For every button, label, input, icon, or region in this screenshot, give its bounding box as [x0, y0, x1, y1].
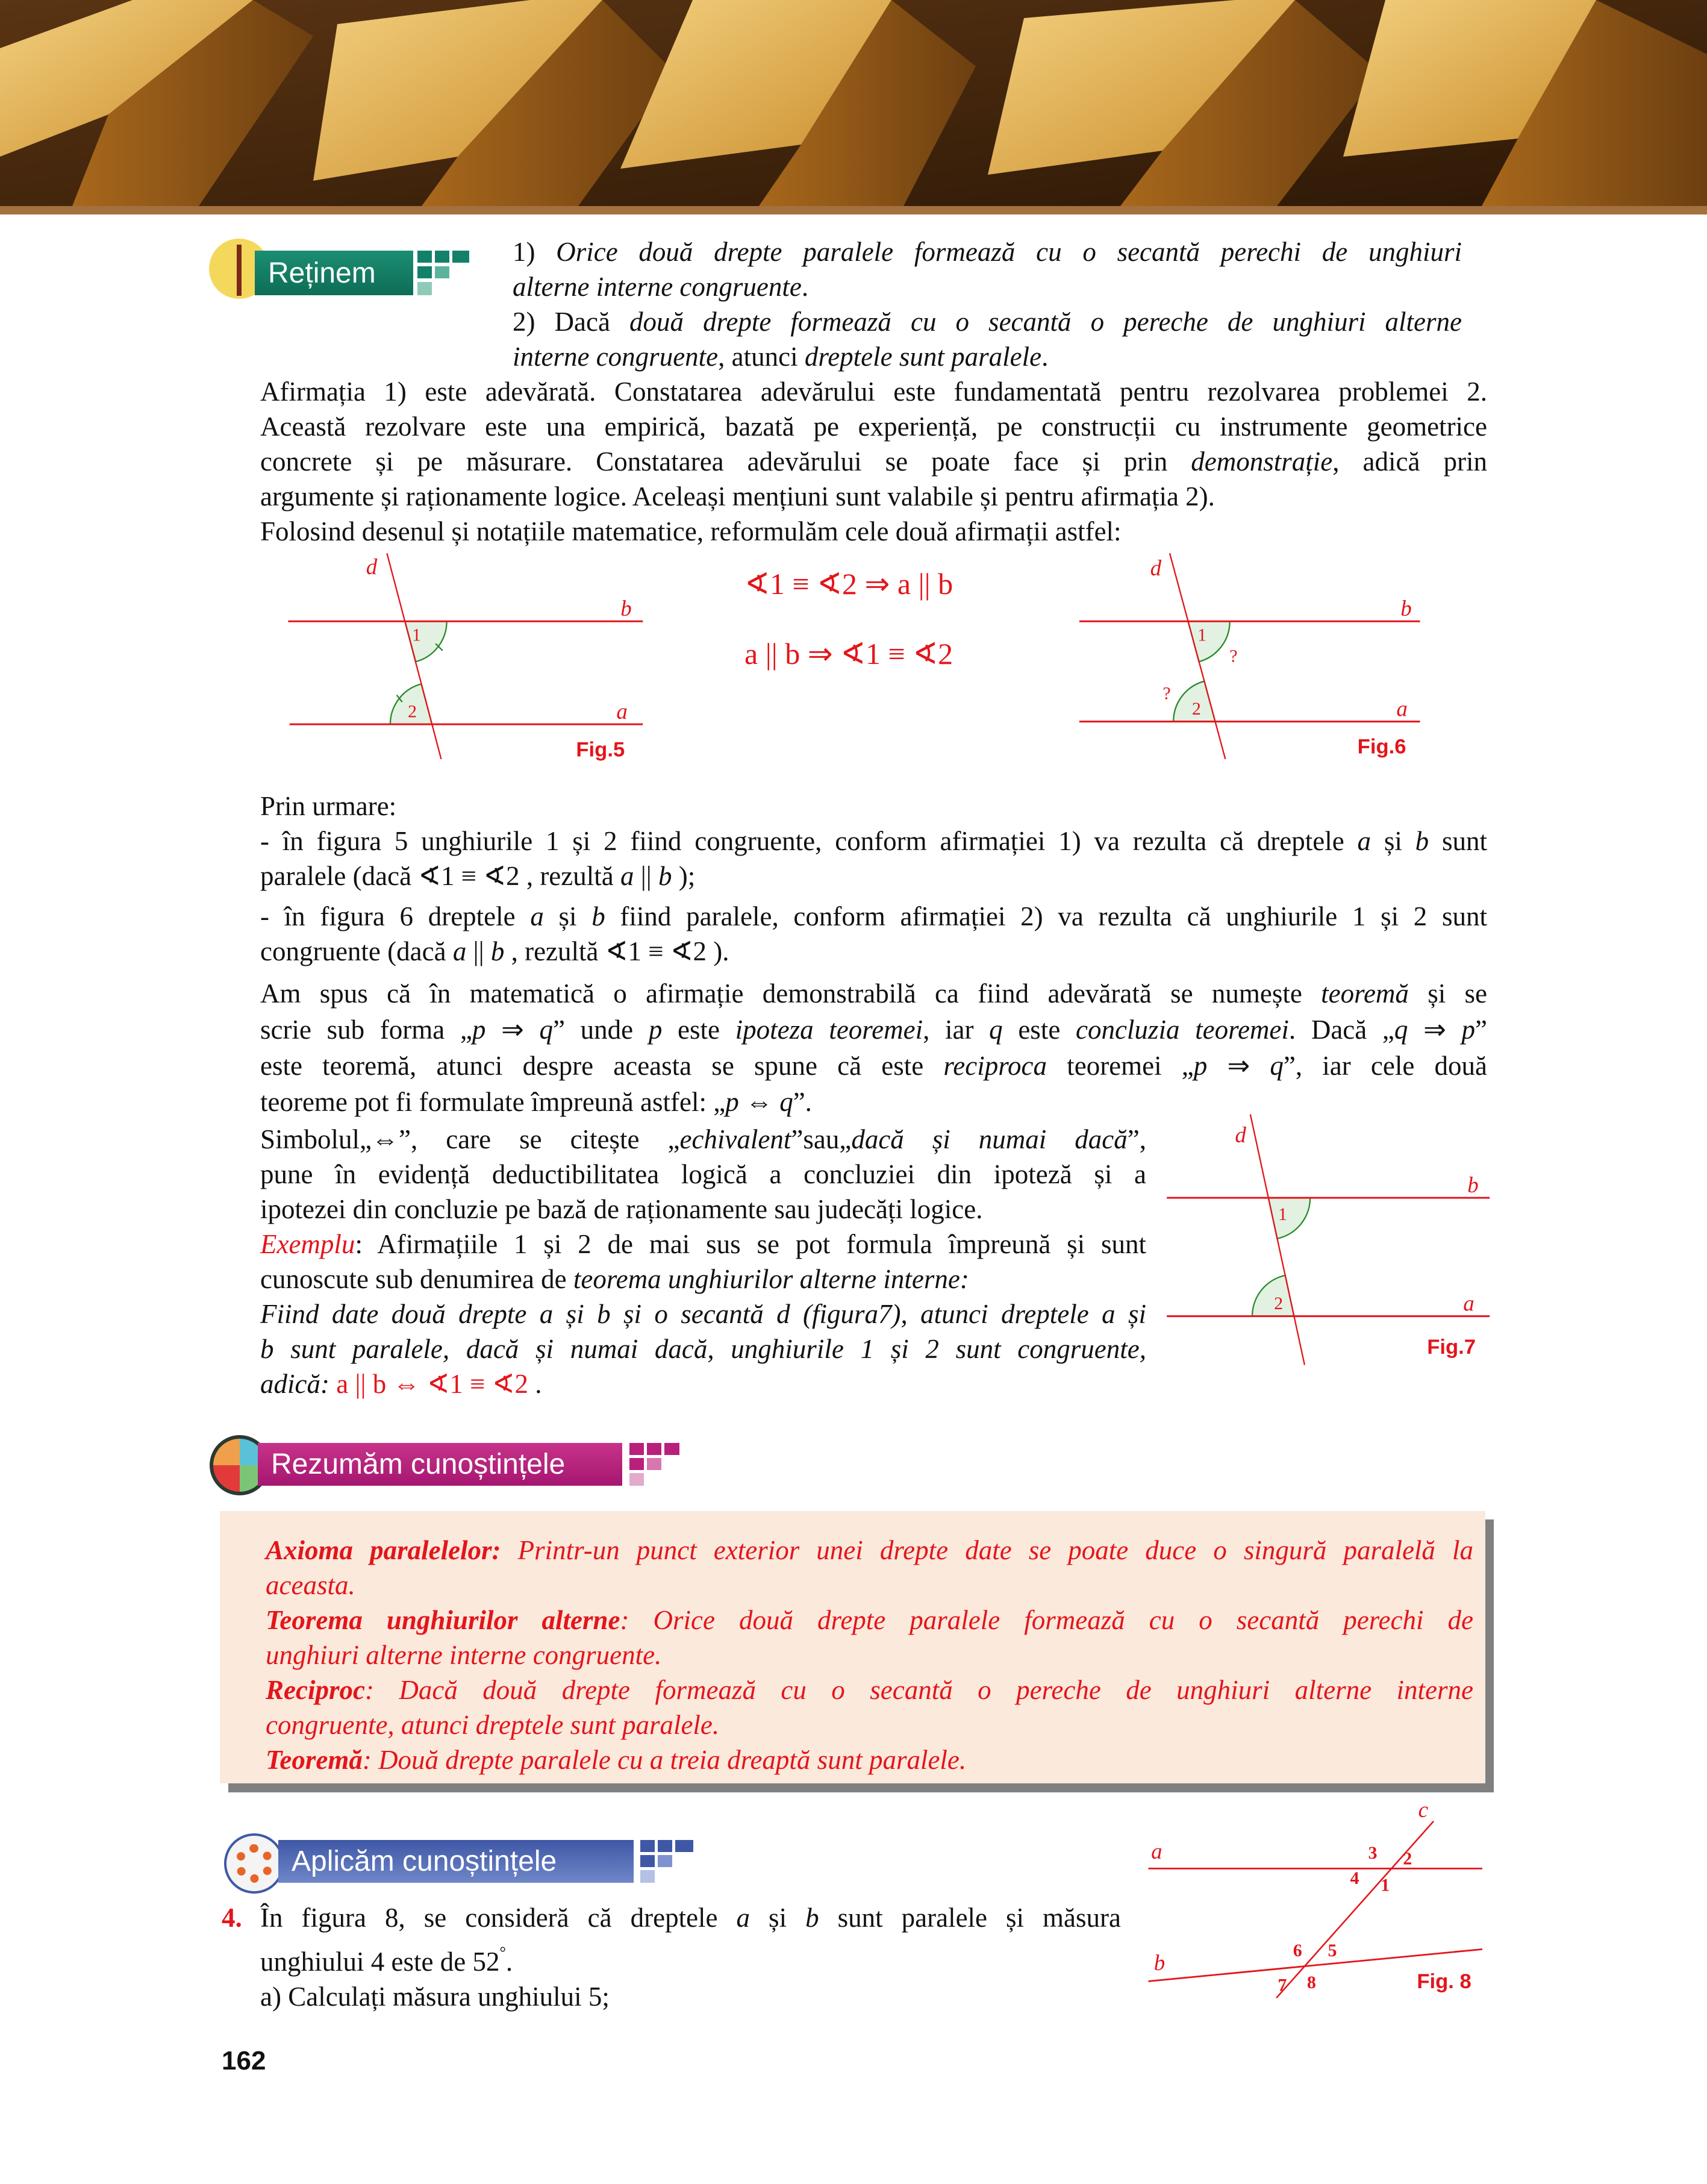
text-segment: b [591, 901, 605, 931]
svg-text:a: a [1463, 1291, 1475, 1316]
text-line [260, 374, 1487, 409]
text-line [266, 1707, 1473, 1742]
text-segment: cunoscute sub denumirea de [260, 1264, 573, 1294]
text-line [260, 975, 1487, 1012]
text-segment: 1) [513, 237, 557, 267]
text-segment: b [658, 861, 672, 891]
text-segment: ⇒ [485, 1015, 540, 1045]
figure-8 [1141, 1796, 1496, 2005]
text-segment: q [539, 1015, 553, 1045]
text-line [260, 1048, 1487, 1084]
text-segment: Exemplu [260, 1229, 355, 1259]
text-segment: dreptele sunt paralele [804, 342, 1042, 372]
text-segment: dacă și numai dacă [851, 1124, 1128, 1154]
text-segment: Teoremă [266, 1745, 363, 1775]
text-segment: a [1357, 826, 1372, 856]
text-segment: interne congruente [513, 342, 719, 372]
text-segment: , iar [923, 1015, 990, 1045]
paragraph [260, 975, 1487, 1120]
text-line [260, 479, 1487, 514]
text-line [266, 1533, 1473, 1568]
text-segment: teorema unghiurilor alterne interne: [573, 1264, 969, 1294]
svg-text:d: d [366, 554, 378, 579]
svg-text:7: 7 [1278, 1975, 1287, 1995]
text-segment: adică: [260, 1369, 337, 1399]
text-segment: || [634, 861, 659, 891]
text-line [266, 1603, 1473, 1638]
text-segment: - în figura 6 dreptele [260, 901, 531, 931]
text-segment: b [1415, 826, 1429, 856]
text-segment: . Dacă „ [1288, 1015, 1394, 1045]
text-segment: și [750, 1903, 806, 1933]
svg-text:1: 1 [1381, 1875, 1390, 1895]
text-segment: Orice două drepte paralele formează cu o secantă perechi de unghiuri [556, 237, 1462, 267]
text-segment: ° [499, 1944, 506, 1961]
text-segment: este [662, 1015, 735, 1045]
text-line [266, 1742, 1473, 1777]
svg-text:b: b [1467, 1172, 1479, 1197]
formula-parallel-implies-alternate-angles: a || b ⇒ ∢1 ≡ ∢2 [744, 637, 953, 671]
text-segment: Folosind desenul și notațiile matematice, reformulăm cele două afirmații astfel: [260, 516, 1122, 546]
text-segment: ” unde [553, 1015, 649, 1045]
text-segment: ”, iar cele două [1283, 1051, 1487, 1081]
text-segment: este [1002, 1015, 1076, 1045]
svg-text:a: a [1396, 696, 1408, 721]
paragraph [260, 1297, 1146, 1401]
text-line [260, 409, 1487, 444]
svg-text:6: 6 [1293, 1940, 1302, 1960]
text-segment: ipotezei din concluzie pe bază de raționamente sau judecăți logice. [260, 1194, 983, 1224]
text-segment: , adică prin [1332, 446, 1487, 477]
text-line [260, 444, 1487, 479]
paragraph [513, 234, 1462, 304]
text-segment: . [528, 1369, 542, 1399]
text-segment: În figura 8, se consideră că dreptele [260, 1903, 737, 1933]
text-line [260, 789, 1487, 824]
text-line [260, 1935, 1121, 1979]
intro-paragraph [260, 374, 1487, 549]
paragraph [266, 1672, 1473, 1742]
paragraph [260, 1979, 1121, 2014]
figure-6 [1072, 543, 1434, 773]
svg-text:?: ? [1162, 683, 1171, 704]
svg-text:?: ? [1229, 646, 1238, 666]
retinem-label: Reținem [255, 251, 413, 295]
text-segment: echivalent [679, 1124, 791, 1154]
paragraph [260, 1227, 1146, 1297]
header-golden-cubes-image [0, 0, 1707, 214]
text-segment: a || b ⇔ ∢1 ≡ ∢2 [336, 1369, 528, 1399]
text-segment: concrete și pe măsurare. Constatarea adevărului se poate face și prin [260, 446, 1191, 477]
text-segment: ⇒ [1207, 1051, 1270, 1081]
summary-text [266, 1533, 1473, 1777]
svg-text:3: 3 [1368, 1843, 1378, 1863]
text-segment: sunt [1429, 826, 1488, 856]
text-line [260, 1012, 1487, 1048]
text-segment: || [466, 936, 491, 966]
svg-text:Fig.6: Fig.6 [1357, 735, 1406, 759]
text-line [260, 1157, 1146, 1192]
text-line [260, 1331, 1146, 1366]
text-segment: : Orice două drepte paralele formează cu o secantă perechi de [620, 1605, 1473, 1635]
svg-text:1: 1 [1278, 1204, 1288, 1225]
text-segment: ipoteza teoremei [735, 1015, 923, 1045]
text-segment: Reciproc [266, 1675, 365, 1705]
text-line [260, 1192, 1146, 1227]
svg-text:a: a [616, 698, 628, 724]
text-segment: - în figura 5 unghiurile 1 și 2 fiind congruente, conform afirmației 1) va rezulta că dreptele [260, 826, 1358, 856]
text-segment: sunt paralele și măsura [819, 1903, 1122, 1933]
text-line [260, 1262, 1146, 1297]
text-segment: unghiului 4 este de 52 [260, 1947, 500, 1977]
text-segment: a [530, 901, 544, 931]
text-line [260, 1297, 1146, 1331]
text-segment: pune în evidență deductibilitatea logică a concluziei din ipoteză și a [260, 1159, 1146, 1189]
text-segment: argumente și raționamente logice. Aceleași mențiuni sunt valabile și pentru afirmația 2). [260, 481, 1215, 512]
text-segment: ); [672, 861, 696, 891]
secant-d [387, 553, 441, 759]
text-segment: a [620, 861, 634, 891]
paragraph [260, 789, 1487, 824]
text-segment: a [452, 936, 467, 966]
paragraph [260, 899, 1487, 969]
text-segment: și [543, 901, 592, 931]
text-segment: b [805, 1903, 819, 1933]
svg-text:d: d [1235, 1122, 1246, 1147]
text-segment: q [989, 1015, 1003, 1045]
text-line [260, 934, 1487, 969]
text-segment: aceasta. [266, 1570, 355, 1600]
text-segment: teoremei „ [1047, 1051, 1194, 1081]
text-segment: p [648, 1015, 663, 1045]
text-segment: p [1193, 1051, 1208, 1081]
text-segment: reciproca [943, 1051, 1047, 1081]
text-segment: . [801, 272, 809, 302]
text-line [266, 1672, 1473, 1707]
svg-text:2: 2 [408, 701, 417, 722]
text-segment: și [1371, 826, 1415, 856]
svg-text:d: d [1150, 555, 1162, 581]
text-segment: ”. [793, 1087, 812, 1117]
formula-alternate-angles-implies-parallel: ∢1 ≡ ∢2 ⇒ a || b [744, 567, 953, 601]
text-segment: : Două drepte paralele cu a treia dreaptă sunt paralele. [362, 1745, 967, 1775]
svg-text:b: b [1400, 596, 1412, 621]
text-line [260, 1122, 1146, 1157]
svg-text:5: 5 [1328, 1940, 1337, 1960]
text-segment: Printr-un punct exterior unei drepte date se poate duce o singură paralelă la [501, 1535, 1473, 1565]
text-segment: b [490, 936, 505, 966]
text-segment: scrie sub forma „ [260, 1015, 472, 1045]
problem-number: 4. [222, 1903, 242, 1933]
text-segment: : Dacă două drepte formează cu o secantă o pereche de unghiuri alterne interne [364, 1675, 1473, 1705]
text-segment: p [1461, 1015, 1475, 1045]
text-line [266, 1568, 1473, 1603]
rezumam-label: Rezumăm cunoștințele [258, 1443, 622, 1486]
problem-4-text [260, 1900, 1121, 2014]
svg-text:a: a [1151, 1839, 1162, 1864]
text-segment: 2) Dacă [513, 307, 630, 337]
text-segment: unghiuri alterne interne congruente. [266, 1640, 662, 1670]
retinem-statements [513, 234, 1462, 374]
text-segment: ”sau„ [791, 1124, 852, 1154]
text-segment: teoreme pot fi formulate împreună astfel: „ [260, 1087, 726, 1117]
text-segment: demonstrație [1191, 446, 1333, 477]
text-segment: ”, [1127, 1124, 1146, 1154]
text-segment: congruente (dacă [260, 936, 453, 966]
text-segment: Afirmația 1) este adevărată. Constatarea adevărului este fundamentată pentru rezolvarea problemei 2. [260, 377, 1487, 407]
equivalence-paragraph [260, 1122, 1146, 1401]
text-segment: q [1270, 1051, 1284, 1081]
gears-icon [224, 1833, 284, 1894]
text-line [260, 1900, 1121, 1935]
text-segment: paralele (dacă ∢1 ≡ ∢2 , rezultă [260, 861, 620, 891]
text-segment: și se [1408, 978, 1488, 1009]
text-segment: Această rezolvare este una empirică, bazată pe experiență, pe construcții cu instrumente geometrice [260, 411, 1487, 442]
text-segment: Axioma paralelelor: [266, 1535, 501, 1565]
text-segment: ⇔ [738, 1087, 780, 1117]
text-segment: congruente, atunci dreptele sunt paralele. [266, 1710, 720, 1740]
svg-text:Fig. 8: Fig. 8 [1417, 1970, 1471, 1994]
text-segment: ” [1475, 1015, 1487, 1045]
text-segment: q [1394, 1015, 1408, 1045]
text-line [260, 1979, 1121, 2014]
text-segment: alterne interne congruente [513, 272, 802, 302]
text-segment: , atunci [718, 342, 805, 372]
text-line [260, 1366, 1146, 1401]
svg-text:1: 1 [1197, 625, 1207, 645]
text-line [513, 339, 1462, 374]
svg-text:Fig.7: Fig.7 [1427, 1335, 1476, 1359]
text-line [513, 234, 1462, 269]
text-segment: . [505, 1947, 513, 1977]
text-segment: : Afirmațiile 1 și 2 de mai sus se pot formula împreună și sunt [355, 1229, 1146, 1259]
text-segment: ⇒ [1408, 1015, 1462, 1045]
text-segment: Teorema unghiurilor alterne [266, 1605, 620, 1635]
svg-text:8: 8 [1306, 1973, 1316, 1993]
text-line [260, 859, 1487, 893]
paragraph [266, 1742, 1473, 1777]
paragraph [260, 1122, 1146, 1227]
text-segment: Simbolul„⇔”, care se citește „ [260, 1124, 680, 1154]
svg-text:2: 2 [1403, 1848, 1412, 1869]
theorem-definition-paragraph [260, 975, 1487, 1120]
svg-text:b: b [620, 596, 632, 621]
figure-7 [1162, 1107, 1497, 1372]
text-segment: concluzia teoremei [1075, 1015, 1289, 1045]
text-line [260, 824, 1487, 859]
text-segment: Fiind date două drepte a și b și o secantă d (figura7), atunci dreptele a și [260, 1299, 1146, 1329]
text-line [513, 269, 1462, 304]
consequence-paragraph [260, 789, 1487, 969]
text-segment: fiind paralele, conform afirmației 2) va rezulta că unghiurile 1 și 2 sunt [605, 901, 1488, 931]
angle-1-arc [405, 621, 446, 662]
text-segment: b sunt paralele, dacă și numai dacă, unghiurile 1 și 2 sunt congruente, [260, 1334, 1146, 1364]
paragraph [266, 1603, 1473, 1672]
text-line [513, 304, 1462, 339]
svg-text:c: c [1418, 1797, 1429, 1822]
svg-text:4: 4 [1350, 1868, 1359, 1888]
paragraph [260, 374, 1487, 514]
text-segment: , rezultă ∢1 ≡ ∢2 ). [504, 936, 729, 966]
text-segment: a [736, 1903, 751, 1933]
aplicam-label: Aplicăm cunoștințele [278, 1840, 634, 1883]
svg-text:2: 2 [1274, 1294, 1284, 1314]
paragraph [260, 1900, 1121, 1979]
text-segment: a) Calculați măsura unghiului 5; [260, 1982, 610, 2012]
paragraph [260, 824, 1487, 893]
figure-5 [278, 543, 654, 773]
text-segment: Prin urmare: [260, 791, 397, 821]
text-line [266, 1638, 1473, 1672]
text-line [260, 1227, 1146, 1262]
text-segment: este teoremă, atunci despre aceasta se spune că este [260, 1051, 944, 1081]
paragraph [513, 304, 1462, 374]
svg-text:Fig.5: Fig.5 [576, 738, 625, 762]
svg-text:1: 1 [411, 625, 421, 645]
text-segment: Am spus că în matematică o afirmație demonstrabilă ca fiind adevărată se numește [260, 978, 1322, 1009]
text-line [260, 899, 1487, 934]
svg-text:2: 2 [1191, 699, 1201, 719]
page-number: 162 [222, 2046, 266, 2076]
svg-text:b: b [1153, 1950, 1166, 1975]
text-segment: două drepte formează cu o secantă o pereche de unghiuri alterne [629, 307, 1462, 337]
text-segment: p [472, 1015, 486, 1045]
text-segment: teoremă [1321, 978, 1409, 1009]
paragraph [266, 1533, 1473, 1603]
text-segment: . [1041, 342, 1049, 372]
text-segment: q [779, 1087, 793, 1117]
text-segment: p [725, 1087, 739, 1117]
